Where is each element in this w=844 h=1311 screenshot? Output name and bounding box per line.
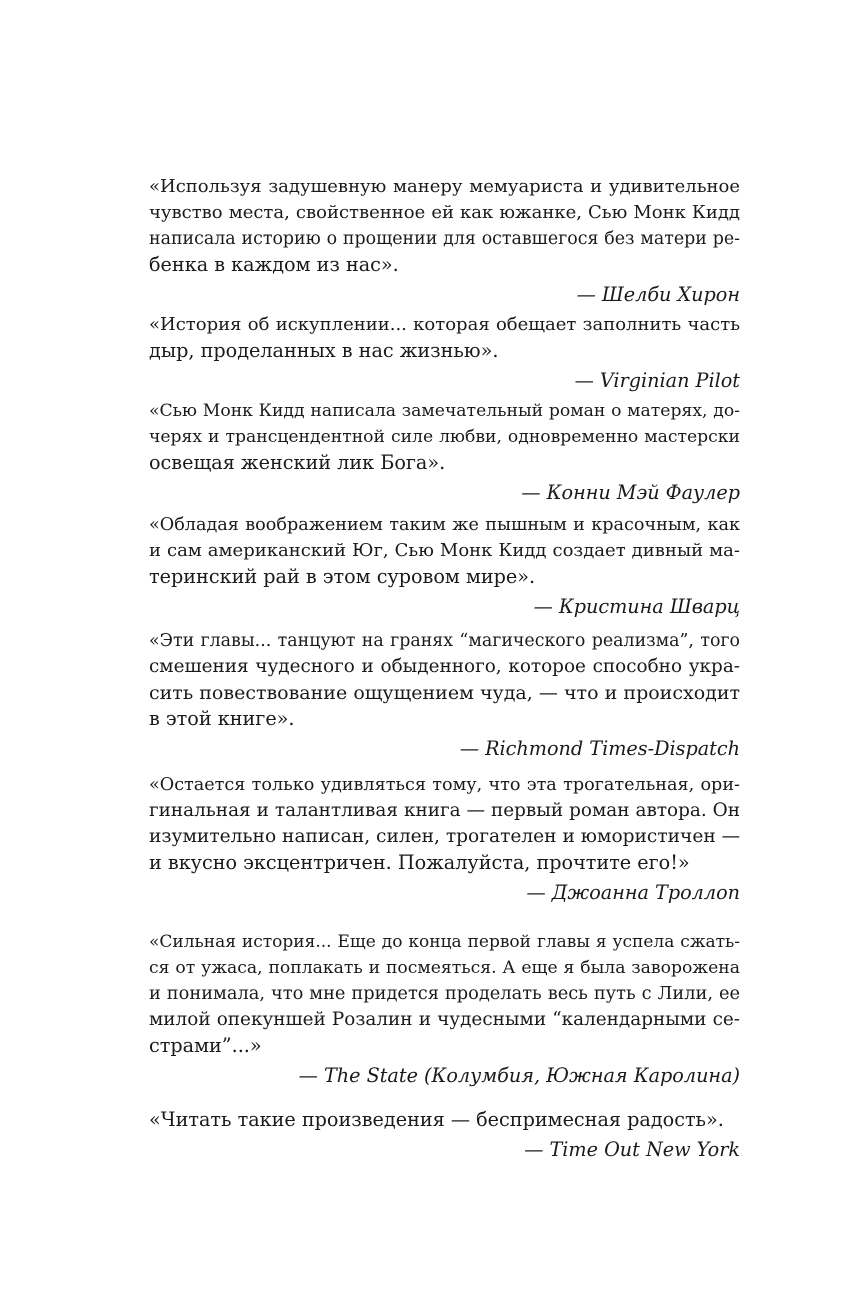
quote-block: [149, 398, 740, 506]
quote-line: сить повествование ощущением чуда, — что и происходит: [149, 682, 740, 704]
quote-line: бенка в каждом из нас».: [149, 253, 399, 276]
quote-attribution: — Джоанна Троллоп: [526, 881, 740, 904]
quote-attribution: — Time Out New York: [524, 1138, 740, 1161]
quote-line: «Обладая воображением таким же пышным и красочным, как: [149, 515, 740, 535]
quote-line: «Используя задушевную манеру мемуариста и удивительное: [149, 176, 740, 197]
quote-line: ся от ужаса, поплакать и посмеяться. А еще я была заворожена: [149, 958, 740, 978]
quote-block: [149, 1107, 740, 1163]
quote-line: освещая женский лик Бога».: [149, 451, 446, 474]
quote-line: и сам американский Юг, Сью Монк Кидд создает дивный ма-: [149, 540, 740, 561]
quote-line: чувство места, свойственное ей как южанке, Сью Монк Кидд: [149, 202, 740, 223]
quote-block: [149, 312, 740, 394]
quote-line: написала историю о прощении для оставшегося без матери ре-: [149, 229, 740, 249]
quote-line: страми”...»: [149, 1034, 262, 1057]
quote-block: [149, 512, 740, 620]
quote-line: «Эти главы... танцуют на гранях “магического реализма”, того: [149, 631, 740, 651]
quote-line: «История об искуплении... которая обещает заполнить часть: [149, 314, 740, 335]
quote-line: черях и трансцендентной силе любви, одновременно мастерски: [149, 427, 740, 447]
quote-attribution: — Конни Мэй Фаулер: [521, 481, 740, 504]
quote-attribution: — The State (Колумбия, Южная Каролина): [298, 1064, 740, 1087]
quote-line: в этой книге».: [149, 707, 295, 730]
quote-attribution: — Кристина Шварц: [533, 595, 740, 618]
quote-line: «Сью Монк Кидд написала замечательный роман о матерях, до-: [149, 401, 740, 421]
quote-block: [149, 174, 740, 308]
quote-block: [149, 628, 740, 762]
quote-block: [149, 772, 740, 906]
quote-block: [149, 929, 740, 1089]
quote-line: изумительно написан, силен, трогателен и юмористичен —: [149, 826, 741, 847]
quote-attribution: — Virginian Pilot: [574, 369, 740, 392]
quote-line: милой опекуншей Розалин и чудесными “календарными се-: [149, 1009, 740, 1030]
quote-line: «Остается только удивляться тому, что эта трогательная, ори-: [149, 775, 740, 795]
quote-attribution: — Шелби Хирон: [576, 283, 740, 306]
quote-line: и понимала, что мне придется проделать весь путь с Лили, ее: [149, 983, 740, 1004]
quote-line: «Читать такие произведения — беспримесная радость».: [149, 1108, 724, 1131]
quote-line: гинальная и талантливая книга — первый роман автора. Он: [149, 800, 740, 821]
quote-attribution: — Richmond Times-Dispatch: [459, 737, 740, 760]
quote-line: дыр, проделанных в нас жизнью».: [149, 339, 499, 362]
quote-line: и вкусно эксцентричен. Пожалуйста, прочтите его!»: [149, 851, 690, 874]
quote-line: теринский рай в этом суровом мире».: [149, 565, 536, 588]
quote-line: «Сильная история... Еще до конца первой главы я успела сжать-: [149, 932, 740, 952]
quote-line: смешения чудесного и обыденного, которое способно укра-: [149, 656, 740, 677]
